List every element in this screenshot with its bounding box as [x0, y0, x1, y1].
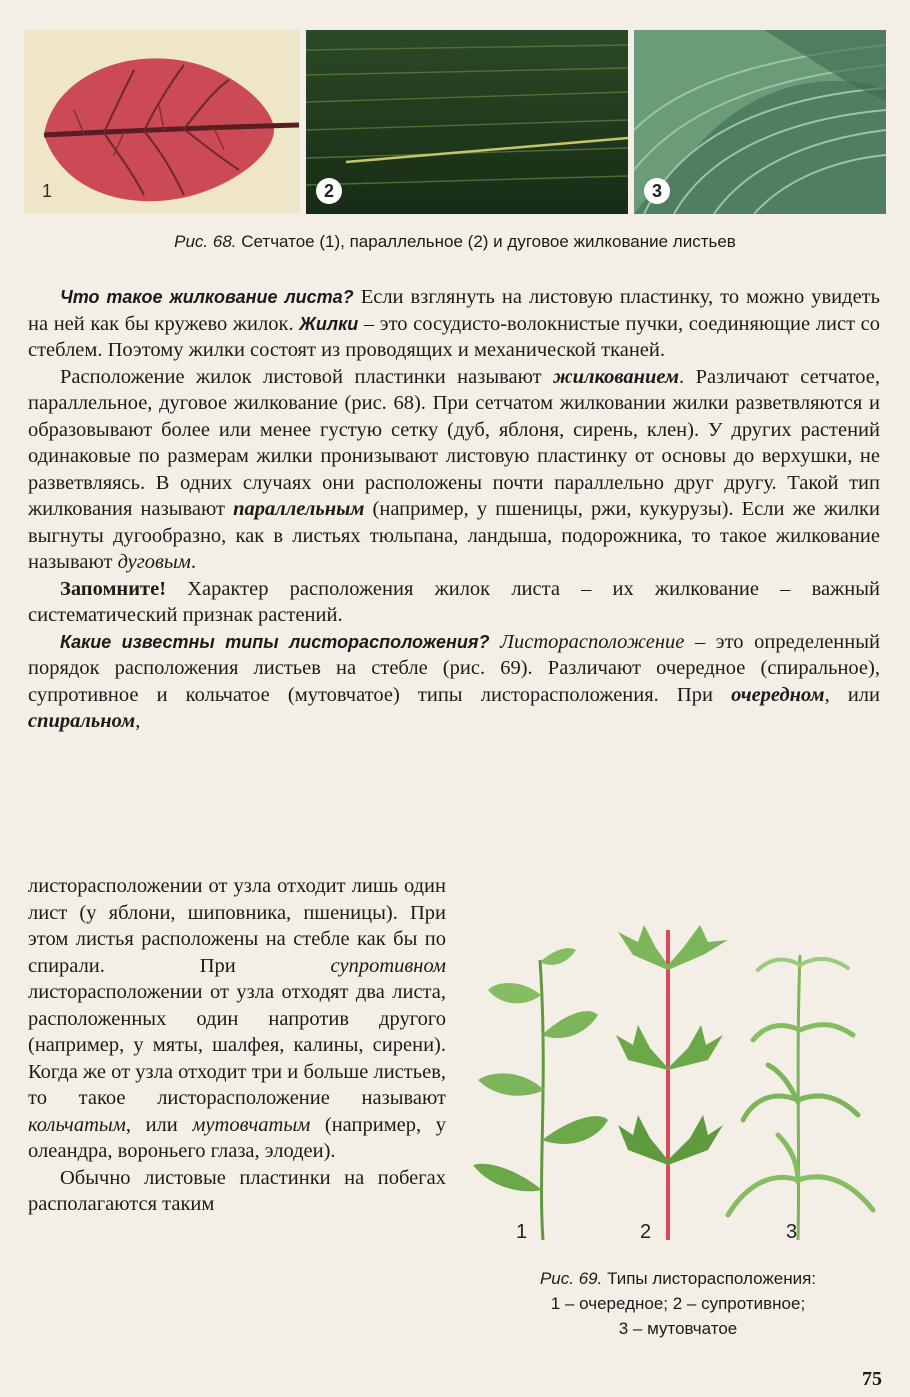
term-parallel: параллельным: [233, 498, 365, 520]
p4-text-3: ,: [135, 710, 141, 732]
figure68-caption-text: Сетчатое (1), параллельное (2) и дуговое жилкование листьев: [236, 232, 736, 251]
term-arcuate: дуговым: [117, 551, 191, 573]
figure69-caption-line1: Типы листорасположения:: [602, 1269, 817, 1288]
photo-parallel-venation: [306, 30, 628, 214]
p4-text-2: , или: [824, 683, 881, 706]
p2-text-4: .: [190, 551, 197, 573]
question-venation: Что такое жилкование листа?: [60, 287, 354, 307]
main-text: [28, 284, 880, 735]
plant-alternate: [473, 948, 608, 1240]
term-spiral: спиральном: [28, 710, 136, 732]
term-phyllotaxis: Листорасположение: [489, 630, 685, 653]
p3-text-1: Характер расположения жилок листа – их жилкование – важный систематический признак растений.: [28, 577, 880, 626]
term-venation: жилкованием: [553, 365, 680, 388]
paragraph-remember: [28, 576, 880, 629]
paragraph-venation-question: [28, 284, 880, 364]
p5-text-3: , или: [125, 1113, 193, 1136]
figure68-caption-prefix: Рис. 68.: [174, 232, 237, 251]
p1-text-2: – это сосудисто-волокнистые пучки, соединяющие лист со стеблем. Поэтому жилки состоят из проводящих и механической тканей.: [28, 312, 881, 361]
p4-text-1: – это определенный порядок расположения листьев на стебле (рис. 69). Различают очередное (спиральное), супротивное и кольчатое (мутовчатое) типы листорасположения. При: [28, 630, 880, 706]
figure68-badge-2: 2: [316, 178, 342, 204]
narrow-column-text: [28, 873, 446, 1218]
page-number: 75: [862, 1368, 882, 1390]
term-whorled: кольчатым: [28, 1113, 126, 1136]
question-phyllotaxis: Какие известны типы листорасположения?: [60, 631, 490, 652]
paragraph-phyllotaxis-continued: [28, 873, 446, 1165]
p5-text-2: листорасположении от узла отходят два листа, расположенных один напротив другого (например, у мяты, шалфея, калины, сирени). Когда же от узла отходит три и больше листьев, то такое листорасположение называют: [28, 981, 446, 1109]
p5-text-4: (например, у олеандра, вороньего глаза, элодеи).: [28, 1113, 446, 1162]
figure68-badge-3: 3: [644, 178, 670, 204]
phyllotaxis-drawing: [468, 920, 888, 1250]
p5-text-1: листорасположении от узла отходит лишь один лист (у яблони, шиповника, пшеницы). При этом листья расположены на стебле как бы по спирали. При: [28, 875, 446, 977]
plant-whorled: [728, 955, 873, 1240]
term-opposite: супротивном: [330, 954, 446, 977]
paragraph-phyllotaxis-question: [28, 629, 880, 735]
plant-opposite: [616, 925, 728, 1240]
figure69-label-2: 2: [640, 1221, 652, 1243]
p2-text-3: (например, у пшеницы, ржи, кукурузы). Если же жилки выгнуты дугообразно, как в листьях тюльпана, ландыша, подорожника, то такое жилкование называют: [28, 498, 880, 573]
p2-text-1: Расположение жилок листовой пластинки называют: [60, 365, 554, 388]
paragraph-leaf-arrangement: [28, 1165, 446, 1218]
figure69-caption-prefix: Рис. 69.: [539, 1269, 603, 1288]
remember-label: Запомните!: [60, 577, 167, 600]
figure69-caption-line3: 3 – мутовчатое: [618, 1319, 738, 1338]
figure69-caption: [468, 1266, 888, 1341]
photo-arcuate-venation: [634, 30, 886, 214]
figure69-caption-line2: 1 – очередное; 2 – супротивное;: [550, 1294, 806, 1313]
figure69-label-1: 1: [516, 1221, 528, 1243]
p6-text-1: Обычно листовые пластинки на побегах располагаются таким: [28, 1166, 446, 1215]
paragraph-venation-types: [28, 364, 880, 576]
term-veins: Жилки: [299, 313, 359, 334]
figure69-illustration: [468, 920, 888, 1250]
p1-text-1: Если взглянуть на листовую пластинку, то можно увидеть на ней как бы кружево жилок.: [28, 286, 880, 335]
term-verticillate: мутовчатым: [192, 1113, 311, 1136]
photo-reticulate-venation: [24, 30, 300, 214]
term-alternate: очередном: [731, 683, 825, 706]
figure68-badge-1: 1: [41, 180, 52, 201]
figure69-label-3: 3: [786, 1221, 798, 1243]
figure68-caption: [0, 232, 910, 252]
p2-text-2: . Различают сетчатое, параллельное, дуговое жилкование (рис. 68). При сетчатом жилковании жилки разветвляются и образовывают более или менее густую сетку (дуб, яблоня, сирень, клен). У других растений одинаковые по размерам жилки пронизывают листовую пластинку от основы до верхушки, не разветвляясь. В одних случаях они расположены почти параллельно друг другу. Такой тип жилкования называют: [28, 365, 880, 520]
